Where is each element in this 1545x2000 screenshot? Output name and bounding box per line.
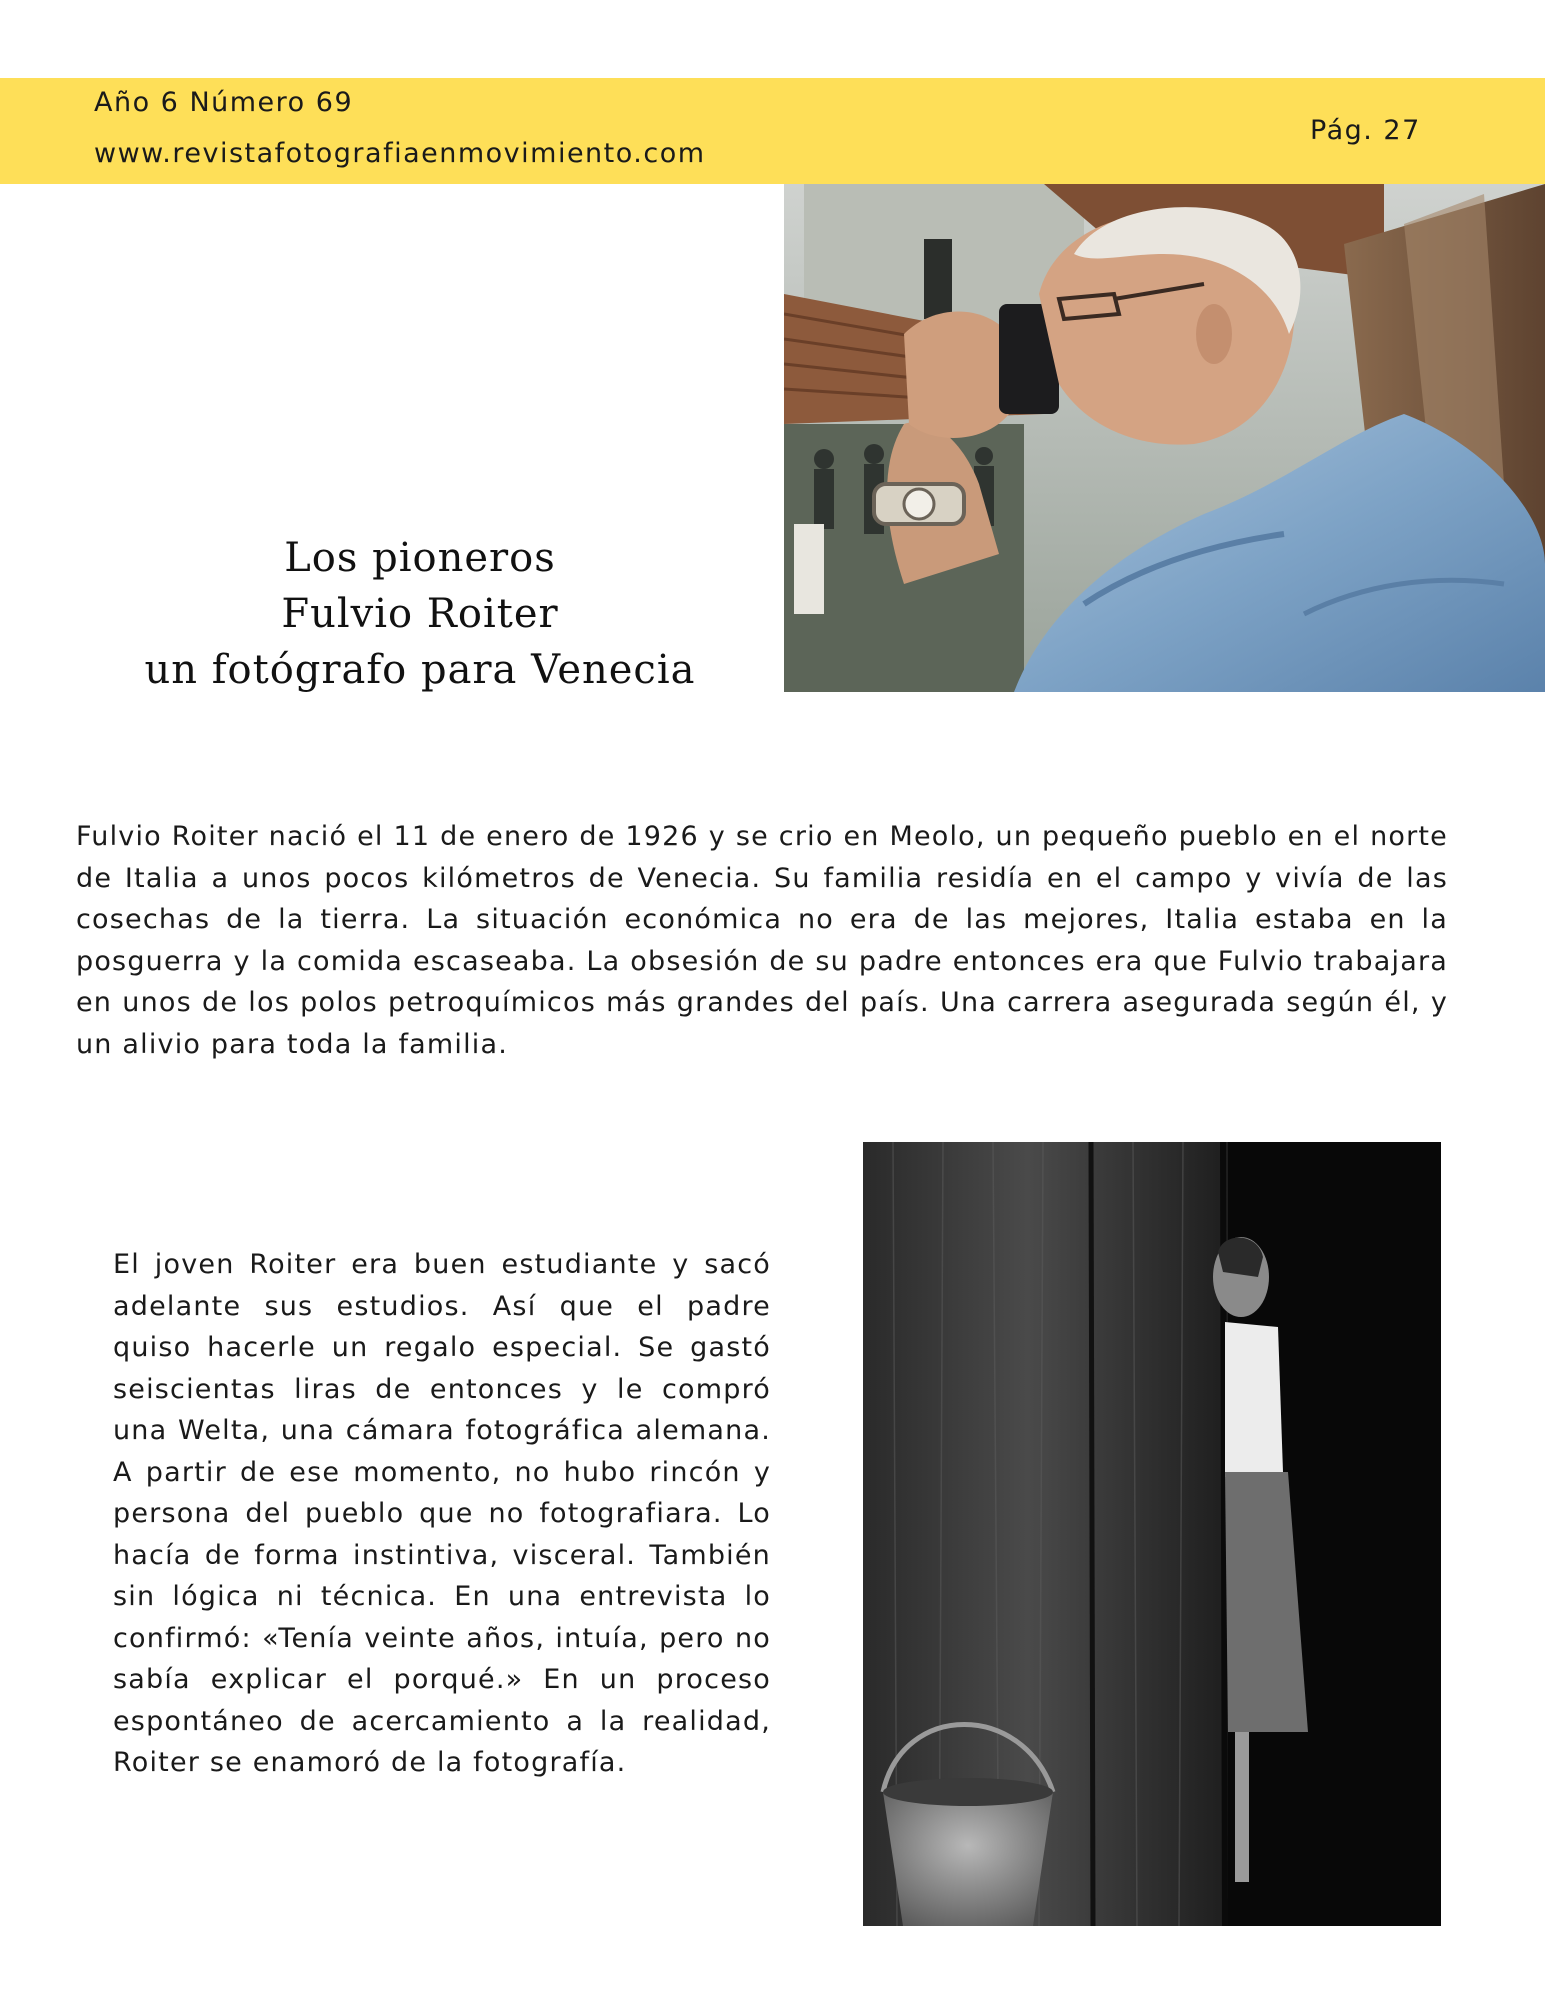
- title-line-3: un fotógrafo para Venecia: [144, 647, 696, 693]
- body-paragraph-2: El joven Roiter era buen estudiante y sacó adelante sus estudios. Así que el padre quiso hacerle un regalo especial. Se gastó seiscientas liras de entonces y le compró una Welta, una cámara fotográfica alemana. A partir de ese momento, no hubo rincón y persona del pueblo que no fotografiara. Lo hacía de forma instintiva, visceral. También sin lógica ni técnica. En una entrevista lo confirmó: «Tenía veinte años, intuía, pero no sabía explicar el porqué.» En un proceso espontáneo de acercamiento a la realidad, Roiter se enamoró de la fotografía.: [113, 1249, 771, 1778]
- page-number: Pág. 27: [1310, 115, 1421, 146]
- photo-man-with-camera: [784, 184, 1545, 692]
- article-title: [110, 530, 730, 698]
- title-line-1: Los pioneros: [284, 535, 556, 581]
- photo-child-behind-door: [863, 1142, 1441, 1926]
- website-link[interactable]: www.revistafotografiaenmovimiento.com: [94, 138, 706, 169]
- title-line-2: Fulvio Roiter: [281, 591, 559, 637]
- body-paragraph-1: Fulvio Roiter nació el 11 de enero de 1926 y se crio en Meolo, un pequeño pueblo en el norte de Italia a unos pocos kilómetros de Venecia. Su familia residía en el campo y vivía de las cosechas de la tierra. La situación económica no era de las mejores, Italia estaba en la posguerra y la comida escaseaba. La obsesión de su padre entonces era que Fulvio trabajara en unos de los polos petroquímicos más grandes del país. Una carrera asegurada según él, y un alivio para toda la familia.: [76, 821, 1448, 1060]
- issue-number: Año 6 Número 69: [94, 87, 354, 118]
